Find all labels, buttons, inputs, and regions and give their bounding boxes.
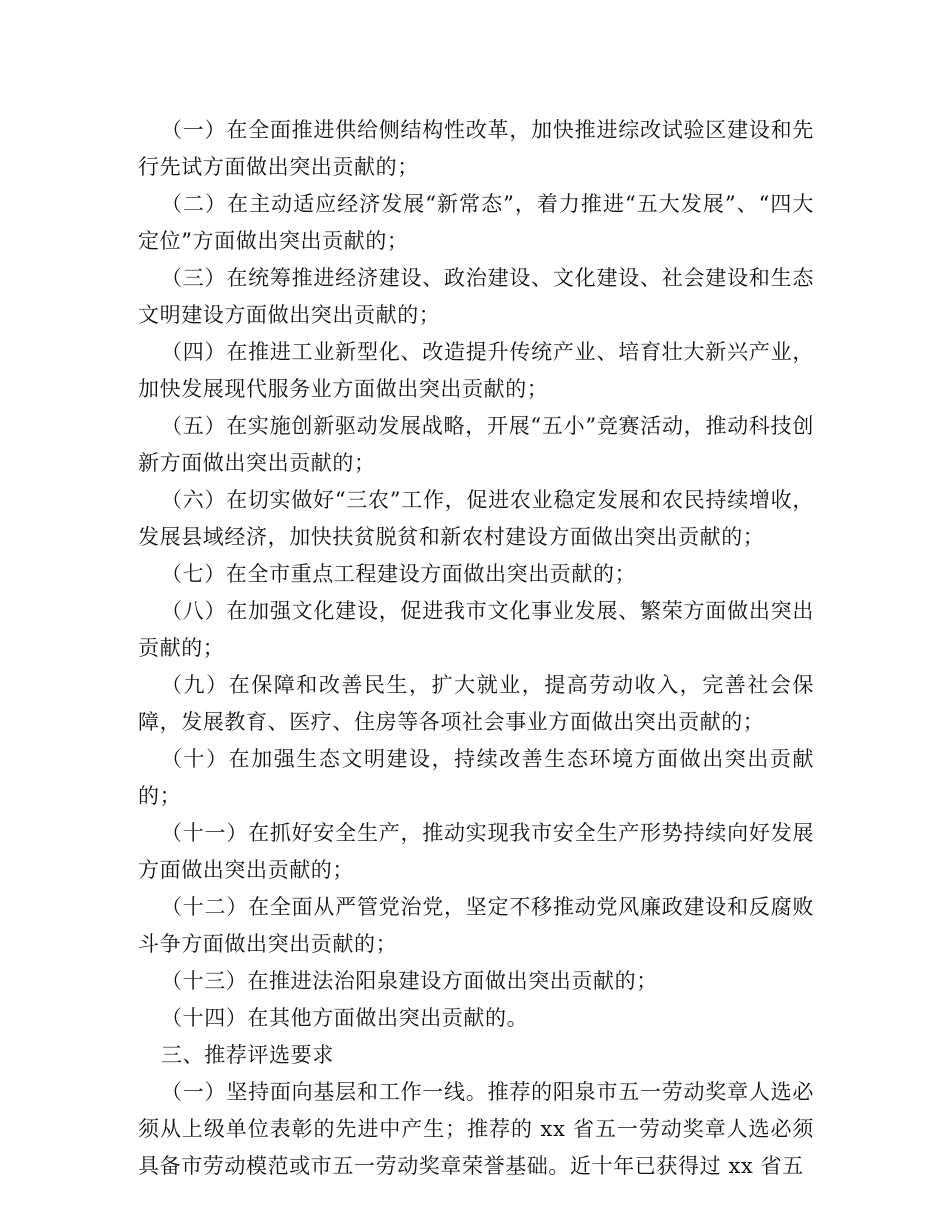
paragraph-6: （六）在切实做好“三农”工作，促进农业稳定发展和农民持续增收，发展县域经济，加快扶贫脱贫和新农村建设方面做出突出贡献的； — [138, 488, 814, 549]
paragraph-7: （七）在全市重点工程建设方面做出突出贡献的； — [161, 562, 637, 586]
paragraph-9: （九）在保障和改善民生，扩大就业，提高劳动收入，完善社会保障，发展教育、医疗、住房等各项社会事业方面做出突出贡献的； — [138, 673, 814, 734]
paragraph-3: （三）在统筹推进经济建设、政治建设、文化建设、社会建设和生态文明建设方面做出突出贡献的； — [138, 266, 814, 327]
paragraph-11: （十一）在抓好安全生产，推动实现我市安全生产形势持续向好发展方面做出突出贡献的； — [138, 821, 814, 882]
paragraph-5: （五）在实施创新驱动发展战略，开展“五小”竞赛活动，推动科技创新方面做出突出贡献的； — [138, 414, 814, 475]
paragraph-1: （一）在全面推进供给侧结构性改革，加快推进综改试验区建设和先行先试方面做出突出贡献的； — [138, 118, 814, 179]
paragraph-14: （十四）在其他方面做出突出贡献的。 — [161, 1006, 529, 1030]
paragraph-13: （十三）在推进法治阳泉建设方面做出突出贡献的； — [161, 969, 658, 993]
document-body — [138, 112, 814, 1185]
paragraph-12: （十二）在全面从严管党治党，坚定不移推动党风廉政建设和反腐败斗争方面做出突出贡献的； — [138, 895, 814, 956]
section-heading: 三、推荐评选要求 — [161, 1043, 334, 1067]
paragraph-8: （八）在加强文化建设，促进我市文化事业发展、繁荣方面做出突出贡献的； — [138, 599, 814, 660]
final-paragraph: （一）坚持面向基层和工作一线。推荐的阳泉市五一劳动奖章人选必须从上级单位表彰的先进中产生；推荐的 xx 省五一劳动奖章人选必须具备市劳动模范或市五一劳动奖章荣誉基础。近十年已获得过 xx 省五 — [138, 1080, 814, 1178]
paragraph-2: （二）在主动适应经济发展“新常态”，着力推进“五大发展”、“四大定位”方面做出突出贡献的； — [138, 192, 814, 253]
paragraph-4: （四）在推进工业新型化、改造提升传统产业、培育壮大新兴产业，加快发展现代服务业方面做出突出贡献的； — [138, 340, 814, 401]
paragraph-10: （十）在加强生态文明建设，持续改善生态环境方面做出突出贡献的； — [138, 747, 814, 808]
